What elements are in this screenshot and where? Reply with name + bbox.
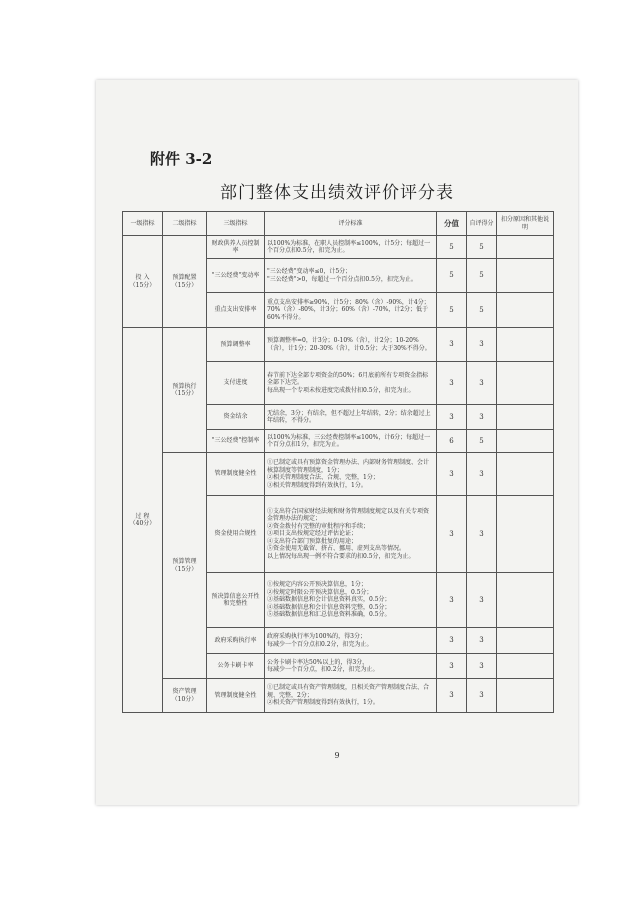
deduction-cell [497,453,554,496]
level3-cell: 管理制度健全性 [207,679,265,713]
deduction-cell [497,654,554,679]
self-score-cell: 3 [467,496,497,573]
level3-cell: 预决算信息公开性和完整性 [207,573,265,628]
level3-cell: 政府采购执行率 [207,628,265,654]
self-score-cell: 3 [467,573,497,628]
table-row [123,236,554,259]
annex-label: 附件 3-2 [150,150,213,168]
score-cell: 5 [437,236,467,259]
level1-input [123,236,163,328]
header-criteria: 评分标准 [265,212,437,236]
deduction-cell [497,259,554,293]
header-self-score: 自评得分 [467,212,497,236]
page-title: 部门整体支出绩效评价评分表 [220,183,454,203]
self-score-cell: 5 [467,293,497,328]
criteria-cell: ①已制定或具有资产管理制度，且相关资产管理制度合法、合规、完整，2分； ②相关资产管理制度得到有效执行，1分。 [265,679,437,713]
level3-cell: 预算调整率 [207,328,265,362]
score-cell: 3 [437,654,467,679]
page-number: 9 [334,751,340,760]
table-row [123,453,554,496]
level1-label: 投 入 （15分） [129,274,156,289]
score-cell: 3 [437,679,467,713]
score-cell: 3 [437,573,467,628]
table-row [123,328,554,362]
criteria-cell: 以100%为标准，在职人员控制率≤100%，计5分；每超过一个百分点扣0.5分，扣完为止。 [265,236,437,259]
self-score-cell: 5 [467,236,497,259]
level2-budget-management [163,453,207,679]
score-cell: 3 [437,405,467,430]
level1-process [123,328,163,713]
self-score-cell: 3 [467,405,497,430]
criteria-cell: 重点支出安排率≥90%，计5分；80%（含）-90%，计4分；70%（含）-80%，计3分；60%（含）-70%，计2分；低于60%不得分。 [265,293,437,328]
header-deduction: 扣分原因和其他说明 [497,212,554,236]
deduction-cell [497,236,554,259]
level2-label: 预算管理 （15分） [171,558,198,573]
level2-label: 资产管理 （10分） [171,688,198,703]
level2-budget-allocation [163,236,207,328]
level3-cell: 公务卡刷卡率 [207,654,265,679]
deduction-cell [497,496,554,573]
score-cell: 3 [437,496,467,573]
self-score-cell: 3 [467,453,497,496]
deduction-cell [497,405,554,430]
self-score-cell: 3 [467,362,497,405]
table-row [123,679,554,713]
deduction-cell [497,293,554,328]
criteria-cell: 春节前下达全部专项资金的50%；6月底前所有专项资金指标全部下达完。 每出现一个专项未按进度完成拨付扣0.5分，扣完为止。 [265,362,437,405]
self-score-cell: 3 [467,654,497,679]
criteria-cell: "三公经费"变动率≤0，计5分； "三公经费">0，每超过一个百分点扣0.5分，扣完为止。 [265,259,437,293]
score-cell: 3 [437,453,467,496]
table-header-row [123,212,554,236]
level2-label: 预算执行 （15分） [171,382,198,397]
criteria-cell: 以100%为标准，三公经费控制率≤100%，计6分；每超过一个百分点扣1分，扣完为止。 [265,430,437,453]
score-cell: 5 [437,259,467,293]
criteria-cell: ①已制定或具有预算资金管理办法、内部财务管理制度、会计核算制度等管理制度，1分； ②相关管理制度合法、合规、完整，1分； ③相关管理制度得到有效执行，1分。 [265,453,437,496]
self-score-cell: 3 [467,328,497,362]
score-cell: 5 [437,293,467,328]
header-score: 分值 [437,212,467,236]
level3-cell: 支付进度 [207,362,265,405]
level3-cell: 财政供养人员控制率 [207,236,265,259]
header-level1: 一级指标 [123,212,163,236]
deduction-cell [497,430,554,453]
self-score-cell: 3 [467,679,497,713]
self-score-cell: 5 [467,259,497,293]
deduction-cell [497,628,554,654]
level3-cell: "三公经费"控制率 [207,430,265,453]
deduction-cell [497,679,554,713]
self-score-cell: 3 [467,628,497,654]
level3-cell: 资金结余 [207,405,265,430]
score-cell: 6 [437,430,467,453]
self-score-cell: 5 [467,430,497,453]
criteria-cell: ①按规定内容公开预决算信息，1分； ②按规定时限公开预决算信息，0.5分； ③基础数据信息和会计信息资料真实，0.5分； ④基础数据信息和会计信息资料完整，0.5分； ⑤基础数据信息和汇总信息资料准确，0.5分。 [265,573,437,628]
score-cell: 3 [437,362,467,405]
level2-asset-management [163,679,207,713]
criteria-cell: ①支出符合国家财经法规和财务管理制度规定以及有关专项资金管理办法的规定； ②资金拨付有完整的审批程序和手续； ③项目支出按规定经过评估论证； ④支出符合部门预算批复的用途； ⑤资金使用无截留、挤占、挪用、虚列支出等情况。 以上情况每出现一例不符合要求的扣0.5分，扣完为止。 [265,496,437,573]
level3-cell: 重点支出安排率 [207,293,265,328]
level1-label: 过 程 （40分） [129,512,156,527]
header-level2: 二级指标 [163,212,207,236]
score-cell: 3 [437,328,467,362]
evaluation-score-table [122,211,554,713]
criteria-cell: 政府采购执行率为100%的，得3分； 每减少一个百分点扣0.2分，扣完为止。 [265,628,437,654]
deduction-cell [497,573,554,628]
deduction-cell [497,328,554,362]
deduction-cell [497,362,554,405]
level2-label: 预算配置 （15分） [171,274,198,289]
level3-cell: 管理制度健全性 [207,453,265,496]
criteria-cell: 无结余，3分；有结余，但不超过上年结转，2分；结余超过上年结转，不得分。 [265,405,437,430]
score-cell: 3 [437,628,467,654]
level2-budget-execution [163,328,207,453]
criteria-cell: 公务卡刷卡率达50%以上的，得3分， 每减少一个百分点，扣0.2分，扣完为止。 [265,654,437,679]
level3-cell: 资金使用合规性 [207,496,265,573]
header-level3: 三级指标 [207,212,265,236]
criteria-cell: 预算调整率=0，计3分；0-10%（含），计2分；10-20%（含），计1分；20-30%（含），计0.5分；大于30%不得分。 [265,328,437,362]
level3-cell: "三公经费"变动率 [207,259,265,293]
